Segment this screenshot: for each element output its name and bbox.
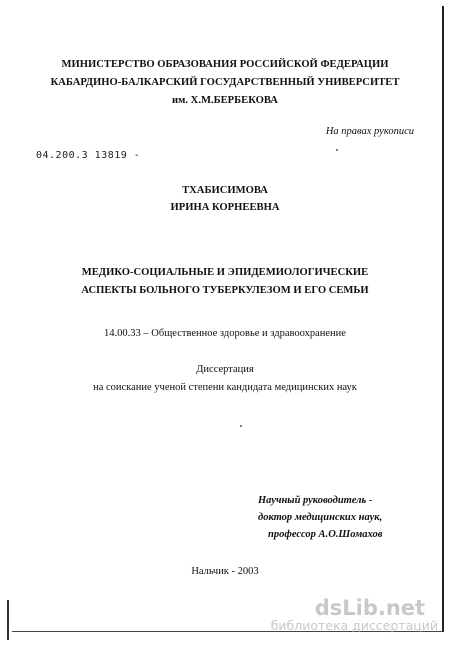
ministry-header	[0, 56, 450, 110]
supervisor-name: профессор А.О.Шомахов	[268, 529, 383, 540]
supervisor-label: Научный руководитель -	[258, 495, 373, 506]
ministry-line: МИНИСТЕРСТВО ОБРАЗОВАНИЯ РОССИЙСКОЙ ФЕДЕРАЦИИ	[61, 59, 389, 70]
specialty-code: 14.00.33 – Общественное здоровье и здравоохранение	[104, 328, 346, 339]
watermark-subtitle: библиотека диссертаций	[270, 618, 438, 633]
author-surname: ТХАБИСИМОВА	[182, 185, 268, 196]
watermark	[271, 597, 438, 633]
page-edge-mark	[7, 600, 9, 640]
degree-line: на соискание ученой степени кандидата медицинских наук	[93, 382, 357, 393]
dissertation-label: Диссертация	[196, 364, 254, 375]
scan-speck	[336, 149, 338, 151]
title-line: АСПЕКТЫ БОЛЬНОГО ТУБЕРКУЛЕЗОМ И ЕГО СЕМЬИ	[81, 285, 369, 296]
city-year: Нальчик - 2003	[191, 566, 259, 577]
university-name-line: им. Х.М.БЕРБЕКОВА	[172, 95, 278, 106]
author-name: ИРИНА КОРНЕЕВНА	[170, 202, 280, 213]
manuscript-rights-note: На правах рукописи	[325, 126, 414, 137]
supervisor-degree: доктор медицинских наук,	[258, 512, 383, 523]
dissertation-title	[0, 264, 450, 300]
university-line: КАБАРДИНО-БАЛКАРСКИЙ ГОСУДАРСТВЕННЫЙ УНИВЕРСИТЕТ	[50, 77, 400, 88]
scan-speck	[240, 425, 242, 427]
watermark-logo: dsLib.net	[314, 596, 426, 620]
degree-statement	[0, 361, 450, 397]
catalog-stamp: 04.200.3 13819 -	[36, 150, 141, 161]
author-block	[0, 182, 450, 216]
title-line: МЕДИКО-СОЦИАЛЬНЫЕ И ЭПИДЕМИОЛОГИЧЕСКИЕ	[81, 267, 369, 278]
supervisor-block	[258, 492, 382, 543]
